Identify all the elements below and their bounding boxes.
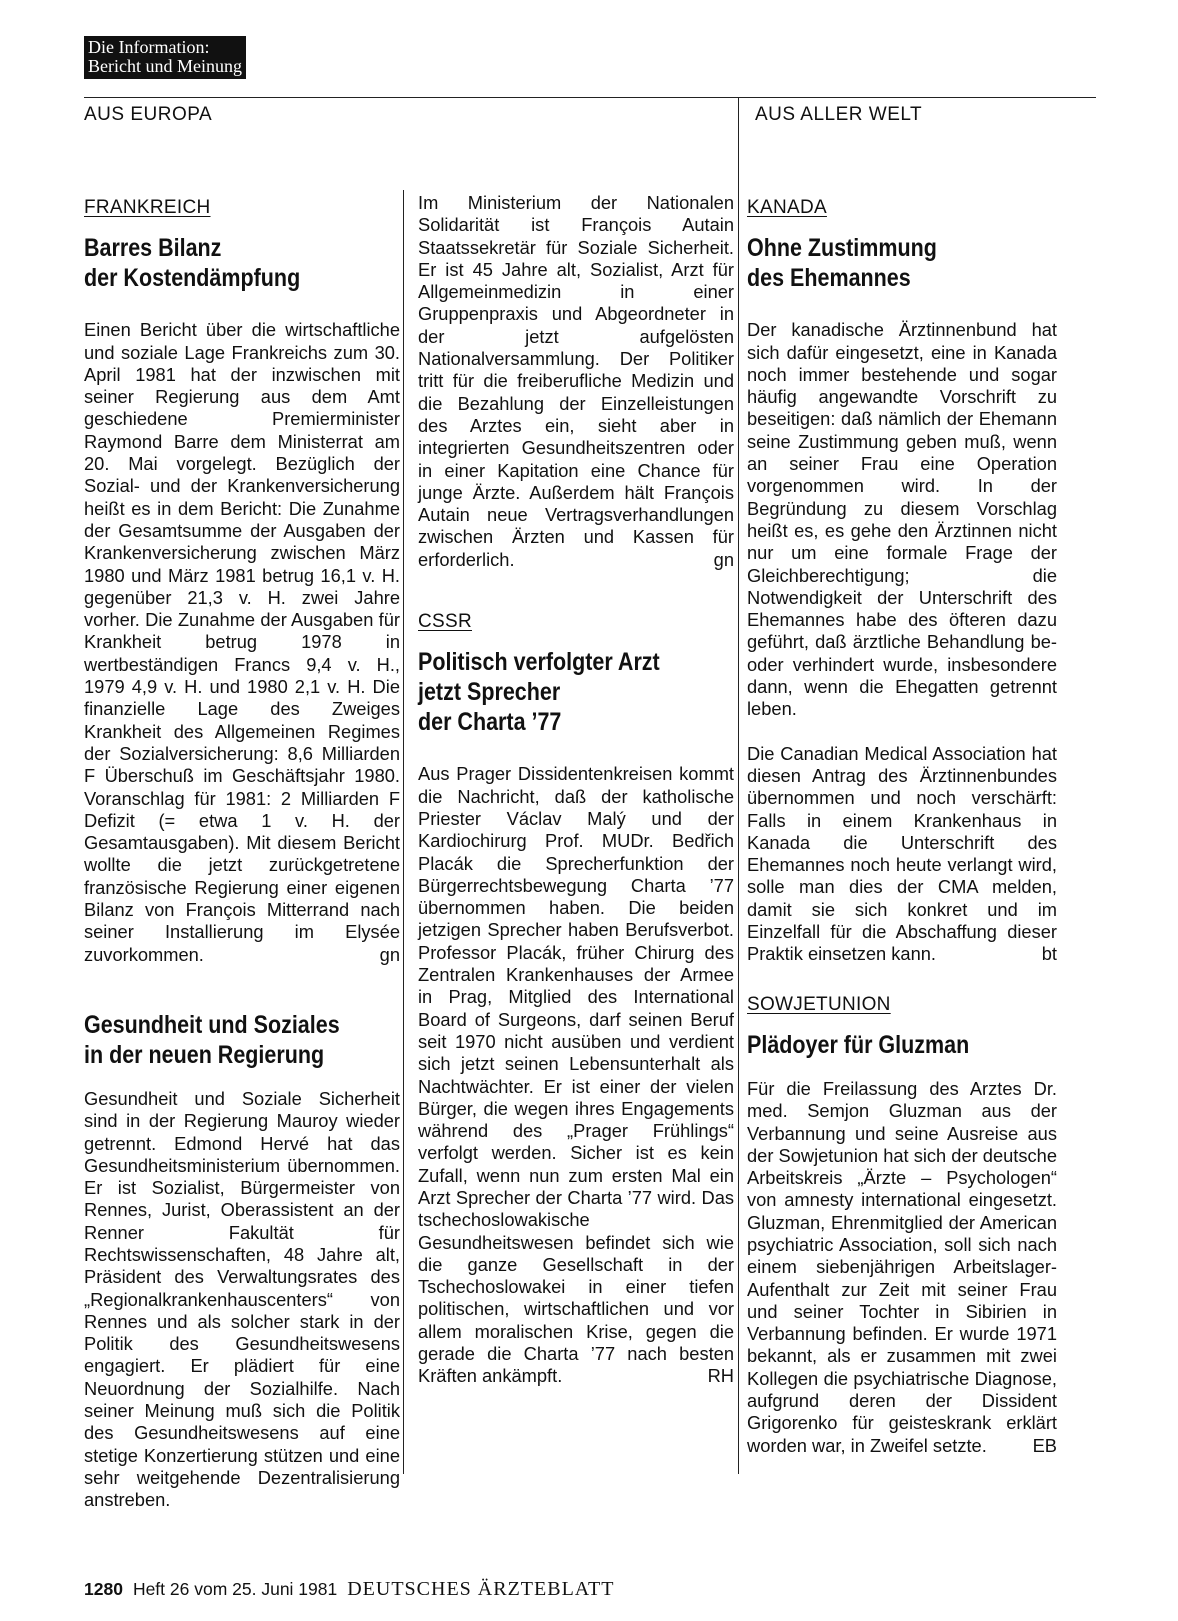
rubric-line-2: Bericht und Meinung (88, 56, 242, 76)
category-cssr: CSSR (418, 611, 472, 633)
headline-line: jetzt Sprecher (418, 678, 561, 707)
headline-line: Gesundheit und Soziales (84, 1010, 340, 1039)
column-1 (84, 196, 400, 1512)
page-footer (84, 1578, 614, 1601)
column-2 (418, 192, 734, 1388)
headline-line: der Kostendämpfung (84, 264, 301, 293)
column-3 (747, 196, 1057, 1457)
category-sowjetunion: SOWJETUNION (747, 993, 891, 1015)
rubric-box (84, 36, 246, 79)
signature: gn (713, 548, 734, 570)
headline-cssr (418, 647, 690, 737)
page-number: 1280 (84, 1579, 123, 1599)
body-text: Einen Bericht über die wirtschaftliche und soziale Lage Frankreichs zum 30. April 1981 hat der inzwischen mit seiner Regierung aus dem Amt geschiedene Premierminister Raymond Barre dem Ministerrat am 20. Mai vorgelegt. Bezüglich der Sozial- und der Krankenversicherung heißt es in dem Bericht: Die Zunahme der Gesamtsumme der Ausgaben der Krankenversicherung zwischen März 1980 und März 1981 betrug 16,1 v. H. gegenüber 21,3 v. H. zwei Jahre vorher. Die Zunahme der Ausgaben für Krankheit betrug 1978 in wertbeständigen Francs 9,4 v. H., 1979 4,9 v. H. und 1980 2,1 v. H. Die finanzielle Lage des Zweiges Krankheit des Allgemeinen Regimes der Sozialversicherung: 8,6 Milliarden F Überschuß im Geschäftsjahr 1980. Voranschlag für 1981: 2 Milliarden F Defizit (= etwa 1 v. H. der Gesamtausgaben). Mit diesem Bericht wollte die jetzt zurückgetretene französische Regierung einer eigenen Bilanz von François Mitterrand nach seiner Installierung im Elysée zuvorkommen. (84, 319, 400, 965)
category-kanada: KANADA (747, 197, 827, 218)
headline-line: der Charta ’77 (418, 708, 562, 737)
journal-name: DEUTSCHES ÄRZTEBLATT (347, 1578, 615, 1600)
headline-line: Barres Bilanz (84, 234, 222, 263)
article-body-kanada-2 (747, 743, 1057, 966)
signature: EB (1032, 1434, 1057, 1456)
article-body-gesundheit-cont (418, 192, 734, 571)
headline-line: Politisch verfolgter Arzt (418, 648, 660, 677)
issue-info: Heft 26 vom 25. Juni 1981 (132, 1579, 338, 1599)
body-text: Für die Freilassung des Arztes Dr. med. Semjon Gluzman aus der Verbannung und seine Ausreise aus der Sowjetunion hat sich der deutsche Arbeitskreis „Ärzte – Psychologen“ von amnesty international eingesetzt. Gluzman, Ehrenmitglied der American psychiatric Association, soll sich nach einem siebenjährigen Arbeitslager-Aufenthalt zur Zeit mit seiner Frau und seiner Tochter in Sibirien in Verbannung befinden. Er wurde 1971 bekannt, als er zusammen mit zwei Kollegen die psychiatrische Diagnose, aufgrund deren der Dissident Grigorenko für geisteskrank erklärt worden war, in Zweifel setzte. (747, 1077, 1057, 1456)
body-text: Aus Prager Dissidentenkreisen kommt die Nachricht, daß der katholische Priester Václav Malý und der Kardiochirurg Prof. MUDr. Bedřich Placák die Sprecherfunktion der Bürgerrechtsbewegung Charta ’77 übernommen haben. Die beiden jetzigen Sprecher haben Berufsverbot. Professor Placák, früher Chirurg des Zentralen Krankenhauses der Armee in Prag, Mitglied des International Board of Surgeons, darf seinen Beruf seit 1970 nicht ausüben und verdient sich jetzt seinen Lebensunterhalt als Nachtwächter. Er ist einer der vielen Bürger, die wegen ihres Engagements während des „Prager Frühlings“ verfolgt werden. Sicher ist es kein Zufall, wenn nun zum ersten Mal ein Arzt Sprecher der Charta ’77 wird. Das tschechoslowakische Gesundheitswesen befindet sich wie die ganze Gesellschaft in der Tschechoslowakei in einer tiefen politischen, wirtschaftlichen und vor allem moralischen Krise, gegen die gerade die Charta ’77 nach besten Kräften ankämpft. (418, 763, 734, 1387)
article-body-frankreich (84, 319, 400, 966)
article-body-kanada-1: Der kanadische Ärztinnenbund hat sich dafür eingesetzt, eine in Kanada noch immer bestehende und sogar häufig angewandte Vorschrift zu beseitigen: daß nämlich der Ehemann seine Zustimmung geben muß, wenn an seiner Frau eine Operation vorgenommen wird. In der Begründung zu diesem Vorschlag heißt es, es gehe den Ärztinnen nicht nur um eine formale Frage der Gleichberechtigung; die Notwendigkeit der Unterschrift des Ehemannes habe des öfteren dazu geführt, daß ärztliche Behandlung be- oder verhindert wurde, insbesondere dann, wenn die Ehegatten getrennt leben. (747, 319, 1057, 720)
headline-line: Ohne Zustimmung (747, 234, 937, 263)
column-divider-main (738, 97, 739, 1474)
category-frankreich: FRANKREICH (84, 197, 211, 218)
section-label-welt: AUS ALLER WELT (755, 104, 923, 125)
headline-frankreich (84, 233, 356, 293)
headline-line: in der neuen Regierung (84, 1040, 325, 1069)
signature: bt (1041, 943, 1057, 965)
headline-line: Plädoyer für Gluzman (747, 1030, 970, 1059)
article-body-sowjetunion (747, 1078, 1057, 1457)
rubric-line-1: Die Information: (88, 37, 210, 57)
headline-gesundheit (84, 1010, 356, 1070)
headline-kanada (747, 233, 1014, 293)
headline-sowjetunion (747, 1030, 1014, 1060)
article-body-gesundheit: Gesundheit und Soziale Sicherheit sind in der Regierung Mauroy wieder getrennt. Edmond Hervé hat das Gesundheitsministerium übernommen. Er ist Sozialist, Bürgermeister von Rennes, Jurist, Oberassistent an der Renner Fakultät für Rechtswissenschaften, 48 Jahre alt, Präsident des Verwaltungsrates des „Regionalkrankenhauscenters“ von Rennes und als solcher stark in der Politik des Gesundheitswesens engagiert. Er plädiert für eine Neuordnung der Sozialhilfe. Nach seiner Meinung muß sich die Politik des Gesundheitswesens auf eine stetige Konzertierung stützen und eine sehr weitgehende Dezentralisierung anstreben. (84, 1087, 400, 1511)
section-label-europa: AUS EUROPA (84, 104, 213, 125)
body-text: Die Canadian Medical Association hat diesen Antrag des Ärztinnenbundes übernommen und noch verschärft: Falls in einem Krankenhaus in Kanada die Unterschrift des Ehemannes noch heute verlangt wird, solle man dies der CMA melden, damit sie sich konkret und im Einzelfall für die Abschaffung dieser Praktik einsetzen kann. (747, 742, 1057, 965)
article-body-cssr (418, 763, 734, 1387)
signature: gn (379, 943, 400, 965)
body-text: Im Ministerium der Nationalen Solidarität ist François Autain Staatssekretär für Soziale Sicherheit. Er ist 45 Jahre alt, Sozialist, Arzt für Allgemeinmedizin in einer Gruppenpraxis und Abgeordneter in der jetzt aufgelösten Nationalversammlung. Der Politiker tritt für die freiberufliche Medizin und die Bezahlung der Einzelleistungen des Arztes ein, sieht aber in integrierten Gesundheitszentren oder in einer Kapitation eine Chance für junge Ärzte. Außerdem hält François Autain neue Vertragsverhandlungen zwischen Ärzten und Kassen für erforderlich. (418, 192, 734, 570)
column-divider-inner (403, 190, 404, 1474)
signature: RH (707, 1365, 734, 1387)
top-rule (84, 97, 1096, 98)
headline-line: des Ehemannes (747, 264, 911, 293)
